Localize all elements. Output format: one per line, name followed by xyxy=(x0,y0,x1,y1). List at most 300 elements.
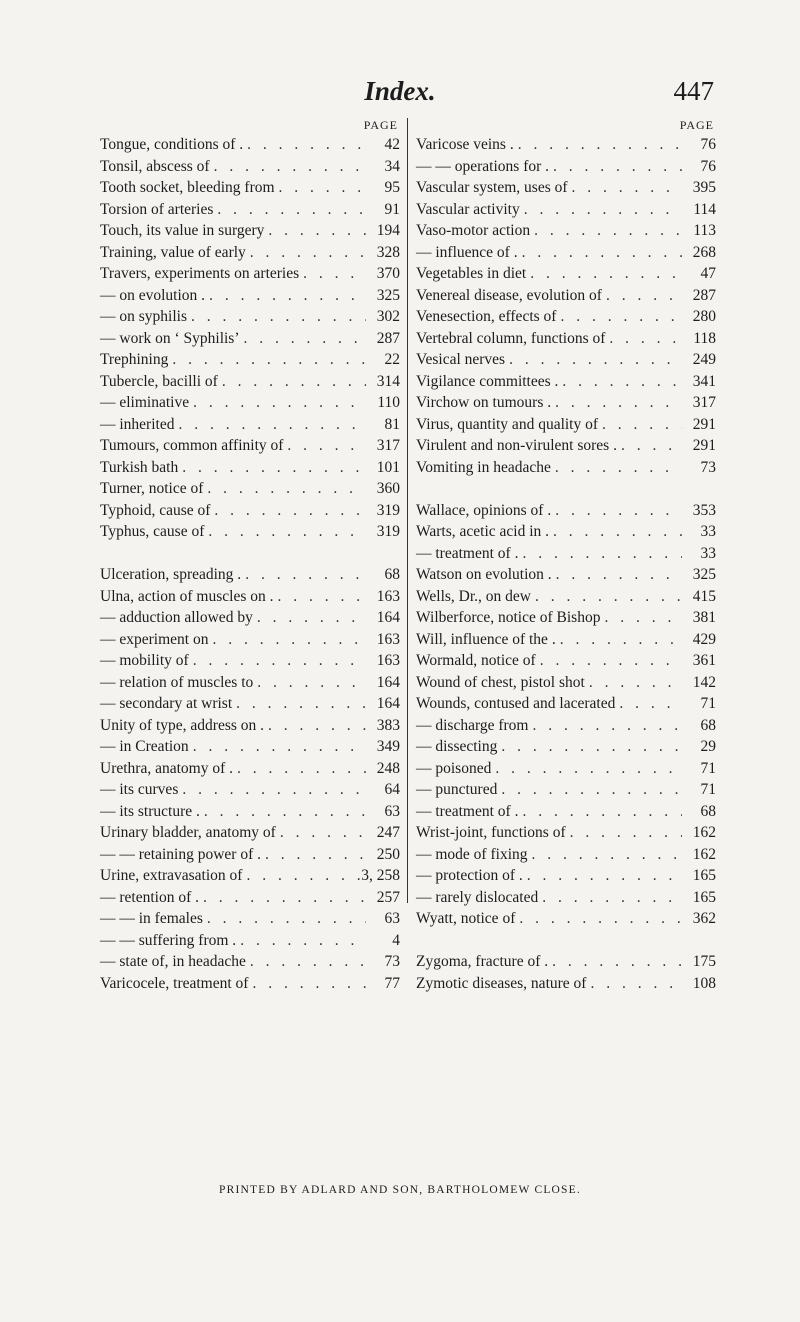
index-entry xyxy=(416,951,716,973)
entry-page-number: 325 xyxy=(376,286,400,304)
entry-label: — work on ‘ Syphilis’ xyxy=(100,329,240,347)
index-entry xyxy=(416,779,716,801)
index-entry xyxy=(416,371,716,393)
entry-label: Vascular activity xyxy=(416,200,520,218)
entry-label: Wounds, contused and lacerated xyxy=(416,695,616,712)
entry-label: Typhus, cause of xyxy=(100,523,205,540)
index-entry xyxy=(100,887,400,909)
entry-label: Unity of type, address on . xyxy=(100,716,265,734)
entry-page-number: 319 xyxy=(376,501,400,519)
entry-page-number: 91 xyxy=(384,200,400,218)
entry-label: — relation of muscles to xyxy=(100,673,254,691)
entry-label: Zymotic diseases, nature of xyxy=(416,974,587,992)
entry-label: Travers, experiments on arteries xyxy=(100,265,300,282)
section-gap xyxy=(100,543,400,565)
index-entry xyxy=(100,521,400,543)
entry-page-number: 64 xyxy=(384,781,400,798)
entry-page-number: 68 xyxy=(700,802,716,820)
entry-label: — adduction allowed by xyxy=(100,609,253,626)
index-entry xyxy=(100,199,400,221)
entry-page-number: 71 xyxy=(700,781,716,798)
entry-label: Vegetables in diet xyxy=(416,265,527,282)
entry-page-number: 360 xyxy=(376,480,400,497)
dot-leader xyxy=(585,672,682,694)
index-entry xyxy=(416,973,716,995)
index-entry xyxy=(100,134,400,156)
index-entry xyxy=(100,951,400,973)
entry-page-number: 76 xyxy=(700,136,716,153)
index-entry xyxy=(100,414,400,436)
entry-label: Varicose veins . xyxy=(416,136,514,153)
dot-leader xyxy=(276,822,366,844)
entry-label: — — operations for . xyxy=(416,157,550,175)
entry-page-number: 291 xyxy=(692,437,716,454)
index-entry xyxy=(416,672,716,694)
index-entry xyxy=(416,242,716,264)
page-number: 447 xyxy=(673,76,714,106)
index-entry xyxy=(416,564,716,586)
dot-leader xyxy=(497,736,682,758)
entry-label: Wormald, notice of xyxy=(416,652,536,669)
entry-page-number: 287 xyxy=(692,286,716,304)
dot-leader xyxy=(174,414,366,436)
dot-leader xyxy=(531,586,682,608)
entry-page-number: 68 xyxy=(700,716,716,734)
dot-leader xyxy=(556,629,682,651)
page-column-heading: PAGE xyxy=(679,118,714,132)
entry-page-number: 250 xyxy=(376,845,400,863)
dot-leader xyxy=(203,908,366,930)
index-entry xyxy=(416,500,716,522)
entry-label: — inherited xyxy=(100,415,175,433)
entry-page-number: 287 xyxy=(376,329,400,347)
dot-leader xyxy=(549,156,682,178)
dot-leader xyxy=(518,801,682,823)
entry-label: Torsion of arteries xyxy=(100,200,214,218)
index-entry xyxy=(416,521,716,543)
index-entry xyxy=(100,650,400,672)
entry-label: Ulna, action of muscles on . xyxy=(100,587,274,605)
index-entry xyxy=(416,822,716,844)
index-entry xyxy=(416,844,716,866)
dot-leader xyxy=(528,844,683,866)
dot-leader xyxy=(240,328,367,350)
entry-page-number: 362 xyxy=(692,910,716,927)
entry-page-number: 249 xyxy=(692,351,716,368)
section-gap xyxy=(416,478,716,500)
entry-label: Typhoid, cause of xyxy=(100,501,211,519)
index-entry xyxy=(100,822,400,844)
dot-leader xyxy=(530,220,682,242)
dot-leader xyxy=(283,435,366,457)
entry-label: Varicocele, treatment of xyxy=(100,974,249,992)
entry-label: Wound of chest, pistol shot xyxy=(416,673,585,691)
dot-leader xyxy=(189,392,366,414)
entry-label: Will, influence of the . xyxy=(416,630,556,648)
dot-leader xyxy=(243,134,366,156)
index-entry xyxy=(100,306,400,328)
entry-label: Touch, its value in surgery xyxy=(100,222,265,239)
dot-leader xyxy=(236,930,366,952)
page-title: Index. xyxy=(364,76,436,106)
entry-page-number: 4 xyxy=(392,931,400,949)
index-entry xyxy=(416,435,716,457)
entry-label: Urine, extravasation of xyxy=(100,867,243,884)
entry-page-number: 302 xyxy=(376,308,400,325)
printer-imprint: PRINTED BY ADLARD AND SON, BARTHOLOMEW CLOSE. xyxy=(219,1184,581,1196)
index-entry xyxy=(416,693,716,715)
index-entry xyxy=(416,285,716,307)
entry-page-number: 175 xyxy=(692,953,716,970)
dot-leader xyxy=(233,758,366,780)
index-entry xyxy=(416,865,716,887)
entry-label: — discharge from xyxy=(416,716,529,734)
entry-label: Vertebral column, functions of xyxy=(416,329,606,347)
dot-leader xyxy=(208,629,366,651)
index-entry xyxy=(100,908,400,930)
entry-page-number: 113 xyxy=(693,222,716,239)
dot-leader xyxy=(568,177,682,199)
index-entry xyxy=(100,478,400,500)
entry-label: Venereal disease, evolution of xyxy=(416,286,602,304)
entry-page-number: 81 xyxy=(384,415,400,433)
dot-leader xyxy=(264,220,366,242)
dot-leader xyxy=(253,672,366,694)
index-entry xyxy=(416,156,716,178)
entry-label: — experiment on xyxy=(100,630,209,648)
index-entry xyxy=(100,564,400,586)
index-entry xyxy=(100,973,400,995)
column-divider xyxy=(407,118,408,903)
index-entry xyxy=(100,865,400,887)
entry-page-number: 73 xyxy=(384,953,400,970)
dot-leader xyxy=(273,586,366,608)
entry-page-number: 71 xyxy=(700,695,716,712)
entry-page-number: 328 xyxy=(376,243,400,261)
entry-page-number: 319 xyxy=(376,523,400,540)
entry-page-number: 42 xyxy=(384,136,400,153)
entry-label: Virulent and non-virulent sores . xyxy=(416,437,617,454)
entry-label: — poisoned xyxy=(416,759,492,777)
dot-leader xyxy=(549,521,682,543)
dot-leader xyxy=(178,457,366,479)
dot-leader xyxy=(491,758,682,780)
index-entry xyxy=(416,607,716,629)
dot-leader xyxy=(598,414,682,436)
index-entry xyxy=(100,844,400,866)
entry-page-number: 29 xyxy=(700,738,716,755)
entry-label: — on syphilis xyxy=(100,308,187,325)
entry-label: Tubercle, bacilli of xyxy=(100,372,218,390)
dot-leader xyxy=(497,779,682,801)
dot-leader xyxy=(605,328,682,350)
index-entry xyxy=(100,177,400,199)
entry-label: — state of, in headache xyxy=(100,953,246,970)
index-entry xyxy=(416,715,716,737)
dot-leader xyxy=(551,500,682,522)
index-entry xyxy=(416,887,716,909)
entry-page-number: 34 xyxy=(384,157,400,175)
entry-page-number: 142 xyxy=(692,673,716,691)
entry-page-number: 415 xyxy=(692,587,716,605)
entry-label: Vascular system, uses of xyxy=(416,179,568,196)
entry-page-number: 164 xyxy=(376,609,400,626)
index-entry xyxy=(416,392,716,414)
page-header xyxy=(0,76,800,106)
entry-page-number: 114 xyxy=(693,200,716,218)
entry-page-number: 163 xyxy=(376,587,400,605)
index-entry xyxy=(416,349,716,371)
entry-page-number: 118 xyxy=(693,329,716,347)
dot-leader xyxy=(203,478,366,500)
entry-page-number: 361 xyxy=(692,652,716,669)
index-entry xyxy=(100,392,400,414)
entry-label: Vigilance committees . xyxy=(416,372,559,390)
page-column-heading: PAGE xyxy=(363,118,398,132)
entry-page-number: 353 xyxy=(692,501,716,519)
entry-label: — influence of . xyxy=(416,243,518,261)
index-entry xyxy=(100,156,400,178)
dot-leader xyxy=(232,693,366,715)
index-entry xyxy=(416,543,716,565)
entry-page-number: 325 xyxy=(692,566,716,583)
entry-label: Ulceration, spreading . xyxy=(100,566,242,583)
index-entry xyxy=(416,414,716,436)
entry-page-number: 162 xyxy=(692,845,716,863)
entry-label: Warts, acetic acid in . xyxy=(416,523,550,540)
entry-page-number: 165 xyxy=(692,888,716,906)
entry-page-number: 63 xyxy=(384,802,400,820)
dot-leader xyxy=(586,973,682,995)
dot-leader xyxy=(187,306,366,328)
entry-page-number: 395 xyxy=(692,179,716,196)
index-entry xyxy=(416,220,716,242)
dot-leader xyxy=(518,242,682,264)
dot-leader xyxy=(261,844,366,866)
entry-page-number: 76 xyxy=(700,157,716,175)
dot-leader xyxy=(168,349,366,371)
index-entry xyxy=(100,607,400,629)
entry-label: Trephining xyxy=(100,351,169,368)
entry-page-number: 3, 258 xyxy=(361,867,400,884)
entry-page-number: 68 xyxy=(384,566,400,583)
index-entry xyxy=(416,134,716,156)
entry-page-number: 429 xyxy=(692,630,716,648)
dot-leader xyxy=(275,177,366,199)
index-entry-list xyxy=(416,134,716,994)
entry-label: — its structure . xyxy=(100,802,200,820)
entry-label: — retention of . xyxy=(100,888,200,906)
dot-leader xyxy=(242,865,361,887)
index-entry xyxy=(416,306,716,328)
entry-label: Vomiting in headache xyxy=(416,458,551,476)
index-entry xyxy=(100,328,400,350)
index-entry xyxy=(100,693,400,715)
entry-label: Wrist-joint, functions of xyxy=(416,824,566,841)
entry-page-number: 194 xyxy=(376,222,400,239)
entry-label: Wyatt, notice of xyxy=(416,910,516,927)
entry-page-number: 47 xyxy=(700,265,716,282)
index-entry xyxy=(100,285,400,307)
entry-page-number: 268 xyxy=(692,243,716,261)
index-entry xyxy=(100,779,400,801)
index-entry xyxy=(416,801,716,823)
entry-label: — punctured xyxy=(416,781,498,798)
entry-page-number: 73 xyxy=(700,458,716,476)
entry-label: Wells, Dr., on dew xyxy=(416,587,531,605)
entry-page-number: 63 xyxy=(384,910,400,927)
index-entry xyxy=(100,930,400,952)
entry-label: Urethra, anatomy of . xyxy=(100,759,233,777)
entry-label: — on evolution . xyxy=(100,286,206,304)
index-entry xyxy=(416,457,716,479)
dot-leader xyxy=(615,693,682,715)
index-entry xyxy=(416,629,716,651)
index-entry xyxy=(100,220,400,242)
dot-leader xyxy=(218,371,366,393)
entry-page-number: 165 xyxy=(692,867,716,884)
dot-leader xyxy=(548,951,682,973)
dot-leader xyxy=(210,156,366,178)
entry-label: — rarely dislocated xyxy=(416,888,539,906)
entry-page-number: 248 xyxy=(376,759,400,777)
dot-leader xyxy=(600,607,682,629)
dot-leader xyxy=(241,564,366,586)
entry-label: — its curves xyxy=(100,781,179,798)
entry-label: Tongue, conditions of . xyxy=(100,136,244,153)
dot-leader xyxy=(526,263,682,285)
dot-leader xyxy=(248,973,366,995)
dot-leader xyxy=(189,650,366,672)
entry-page-number: 370 xyxy=(376,265,400,282)
dot-leader xyxy=(566,822,682,844)
entry-page-number: 110 xyxy=(377,394,400,411)
index-entry-list xyxy=(100,134,400,994)
entry-page-number: 33 xyxy=(700,544,716,562)
entry-page-number: 317 xyxy=(376,437,400,454)
dot-leader xyxy=(264,715,366,737)
dot-leader xyxy=(189,736,366,758)
dot-leader xyxy=(246,951,366,973)
entry-label: Tonsil, abscess of xyxy=(100,157,210,175)
dot-leader xyxy=(205,285,366,307)
entry-page-number: 95 xyxy=(384,179,400,196)
entry-page-number: 291 xyxy=(692,415,716,433)
entry-label: — — suffering from . xyxy=(100,931,237,949)
dot-leader xyxy=(520,199,682,221)
entry-label: Vesical nerves xyxy=(416,351,506,368)
entry-page-number: 33 xyxy=(700,523,716,540)
entry-label: Training, value of early xyxy=(100,243,246,261)
dot-leader xyxy=(204,521,366,543)
entry-page-number: 314 xyxy=(376,372,400,390)
index-entry xyxy=(100,629,400,651)
entry-label: — protection of . xyxy=(416,867,523,884)
dot-leader xyxy=(551,457,682,479)
entry-page-number: 162 xyxy=(692,824,716,841)
index-entry xyxy=(416,586,716,608)
entry-label: Turkish bath xyxy=(100,458,179,476)
index-entry xyxy=(100,242,400,264)
dot-leader xyxy=(514,134,682,156)
index-column-right xyxy=(416,117,716,994)
dot-leader xyxy=(558,371,682,393)
entry-label: Venesection, effects of xyxy=(416,308,557,325)
index-entry xyxy=(416,177,716,199)
index-entry xyxy=(416,328,716,350)
dot-leader xyxy=(529,715,683,737)
dot-leader xyxy=(518,543,682,565)
index-entry xyxy=(100,736,400,758)
index-entry xyxy=(100,435,400,457)
entry-page-number: 77 xyxy=(384,974,400,992)
entry-label: Vaso-motor action xyxy=(416,222,531,239)
entry-label: — treatment of . xyxy=(416,544,519,562)
index-entry xyxy=(416,199,716,221)
dot-leader xyxy=(551,392,682,414)
index-entry xyxy=(100,758,400,780)
index-entry xyxy=(100,715,400,737)
index-entry xyxy=(100,263,400,285)
entry-label: — eliminative xyxy=(100,394,190,411)
index-entry xyxy=(100,457,400,479)
entry-page-number: 163 xyxy=(376,630,400,648)
entry-label: Watson on evolution . xyxy=(416,566,552,583)
dot-leader xyxy=(246,242,366,264)
entry-label: — mode of fixing xyxy=(416,845,528,863)
dot-leader xyxy=(617,435,682,457)
dot-leader xyxy=(523,865,682,887)
entry-page-number: 164 xyxy=(376,673,400,691)
dot-leader xyxy=(505,349,682,371)
entry-label: Turner, notice of xyxy=(100,480,204,497)
dot-leader xyxy=(213,199,366,221)
entry-page-number: 317 xyxy=(692,394,716,411)
entry-label: Tooth socket, bleeding from xyxy=(100,179,275,196)
entry-label: Virchow on tumours . xyxy=(416,394,552,411)
index-entry xyxy=(416,736,716,758)
index-entry xyxy=(416,650,716,672)
index-entry xyxy=(100,672,400,694)
entry-label: Tumours, common affinity of xyxy=(100,437,284,454)
dot-leader xyxy=(178,779,366,801)
dot-leader xyxy=(299,263,366,285)
dot-leader xyxy=(602,285,682,307)
entry-label: — in Creation xyxy=(100,738,189,755)
section-gap xyxy=(416,930,716,952)
dot-leader xyxy=(210,500,366,522)
entry-label: Wilberforce, notice of Bishop xyxy=(416,609,601,626)
entry-label: — — retaining power of . xyxy=(100,845,261,863)
entry-page-number: 163 xyxy=(376,652,400,669)
entry-label: Wallace, opinions of . xyxy=(416,501,552,519)
index-entry xyxy=(416,908,716,930)
entry-page-number: 22 xyxy=(384,351,400,368)
entry-page-number: 280 xyxy=(692,308,716,325)
entry-label: — secondary at wrist xyxy=(100,695,233,712)
entry-page-number: 108 xyxy=(692,974,716,992)
index-entry xyxy=(416,758,716,780)
entry-label: — treatment of . xyxy=(416,802,519,820)
dot-leader xyxy=(199,887,366,909)
entry-page-number: 71 xyxy=(700,759,716,777)
entry-label: — — in females xyxy=(100,910,203,927)
entry-page-number: 164 xyxy=(376,695,400,712)
dot-leader xyxy=(253,607,366,629)
entry-page-number: 349 xyxy=(376,738,400,755)
index-entry xyxy=(100,586,400,608)
dot-leader xyxy=(200,801,366,823)
